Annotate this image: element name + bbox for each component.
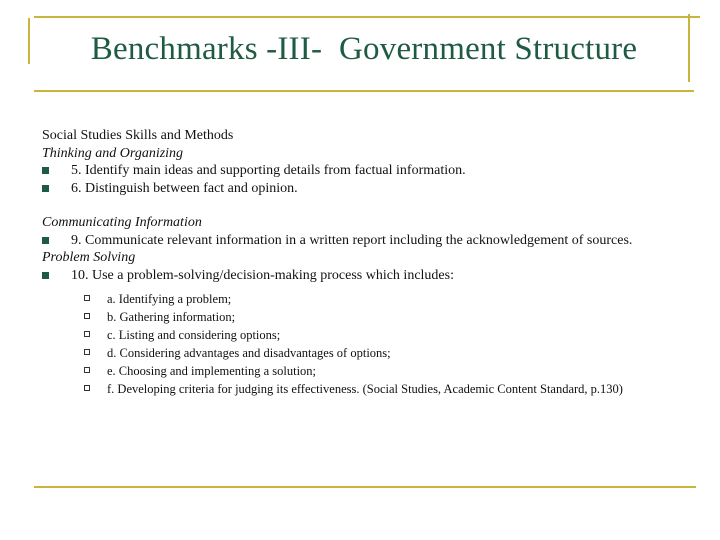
hollow-square-bullet-icon <box>84 295 90 301</box>
sub-list-item: a. Identifying a problem; <box>83 290 682 308</box>
spacer <box>42 197 682 214</box>
title-underline-rule <box>34 90 694 92</box>
list-item: 6. Distinguish between fact and opinion. <box>42 180 682 198</box>
bottom-rule <box>34 486 696 488</box>
square-bullet-icon <box>42 237 49 244</box>
list-item: 5. Identify main ideas and supporting details from factual information. <box>42 162 682 180</box>
hollow-square-bullet-icon <box>84 367 90 373</box>
sub-list-item: b. Gathering information; <box>83 308 682 326</box>
square-bullet-icon <box>42 185 49 192</box>
sub-list-item: d. Considering advantages and disadvantages of options; <box>83 344 682 362</box>
hollow-square-bullet-icon <box>84 331 90 337</box>
slide-body <box>42 127 682 398</box>
square-bullet-icon <box>42 272 49 279</box>
sub-list-item: e. Choosing and implementing a solution; <box>83 362 682 380</box>
section-heading: Social Studies Skills and Methods <box>42 128 234 143</box>
top-rule <box>34 16 700 18</box>
sub-list <box>83 290 682 398</box>
hollow-square-bullet-icon <box>84 313 90 319</box>
subheading-problem-solving: Problem Solving <box>42 250 136 265</box>
square-bullet-icon <box>42 167 49 174</box>
subheading-communicating: Communicating Information <box>42 215 202 230</box>
list-item: 10. Use a problem-solving/decision-making process which includes: <box>42 267 682 285</box>
sub-list-item: f. Developing criteria for judging its effectiveness. (Social Studies, Academic Content Standard, p.130) <box>83 380 682 398</box>
hollow-square-bullet-icon <box>84 349 90 355</box>
list-item: 9. Communicate relevant information in a written report including the acknowledgement of sources. <box>42 232 682 250</box>
hollow-square-bullet-icon <box>84 385 90 391</box>
subheading-thinking: Thinking and Organizing <box>42 145 184 161</box>
sub-list-item: c. Listing and considering options; <box>83 326 682 344</box>
page-title: Benchmarks -III- Government Structure <box>90 30 638 67</box>
